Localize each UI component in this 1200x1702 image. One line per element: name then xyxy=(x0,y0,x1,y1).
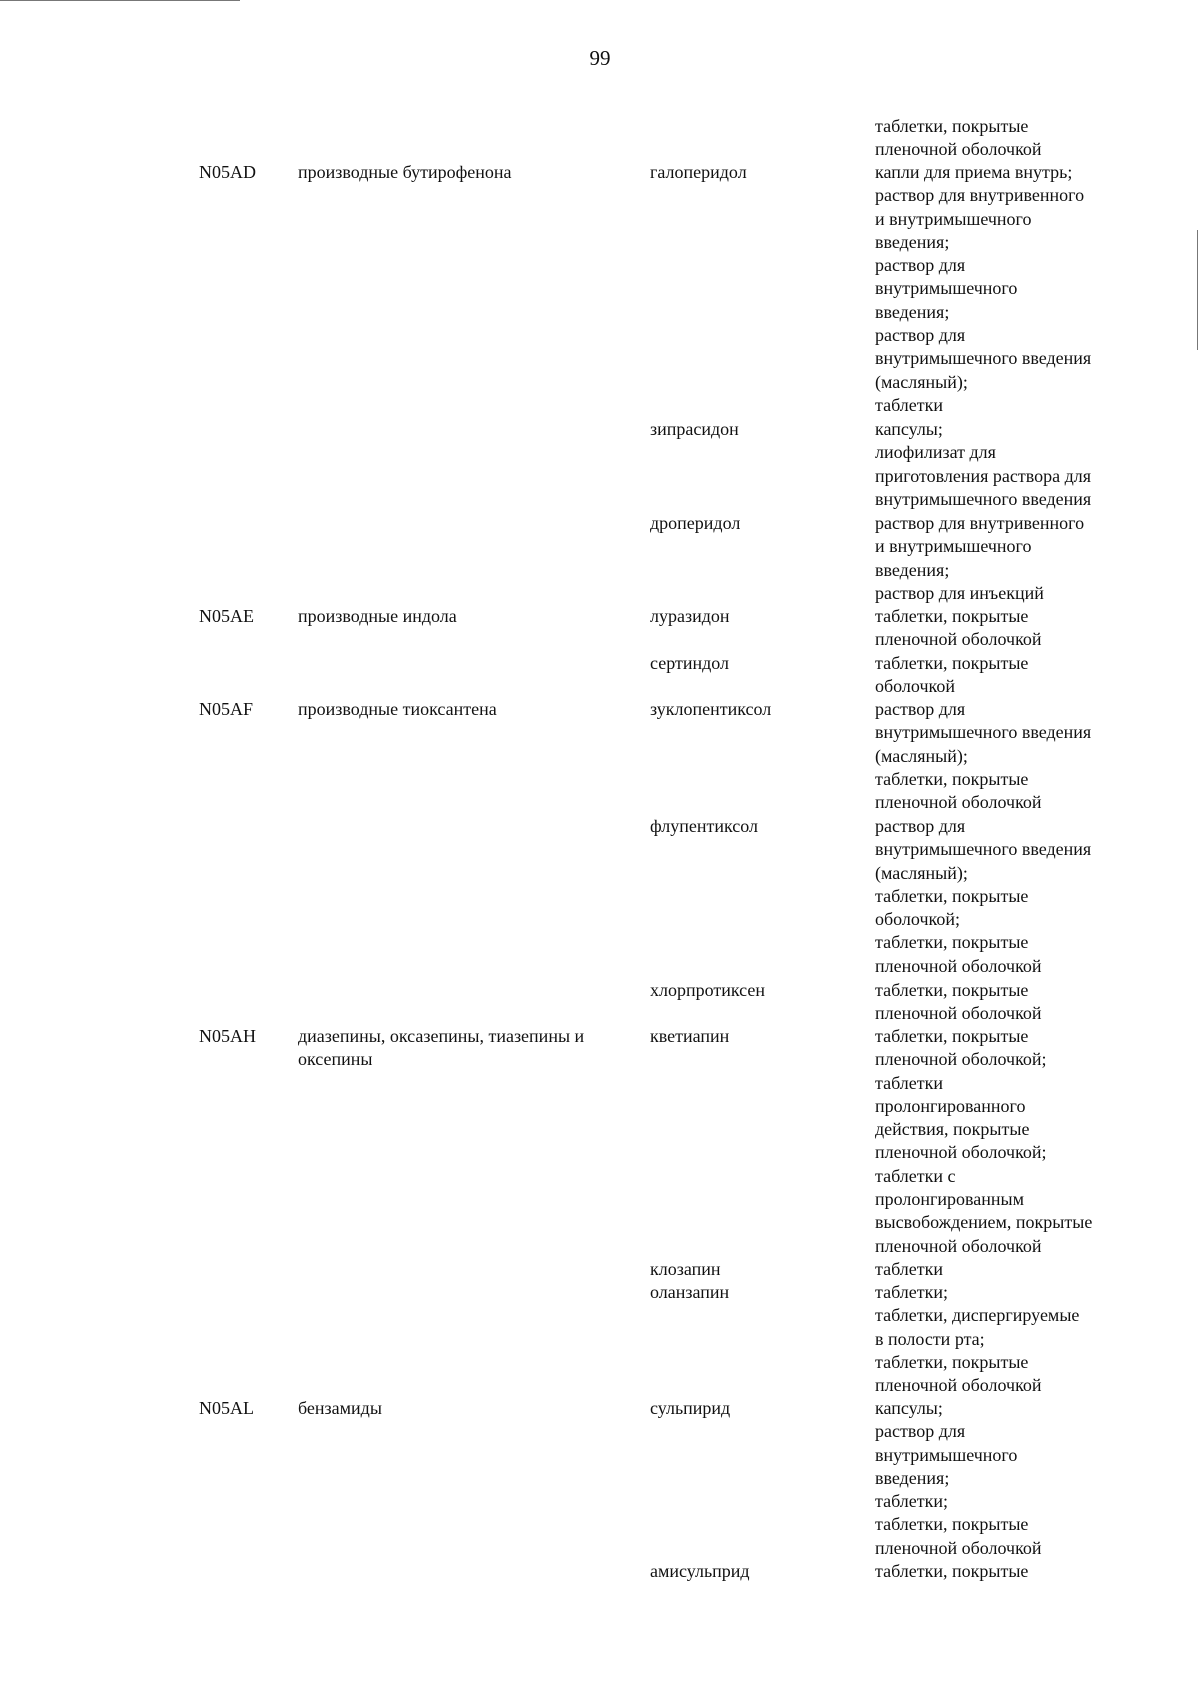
dosage-forms xyxy=(875,605,1145,652)
drug-name: зипрасидон xyxy=(650,419,739,439)
dosage-form-line: пленочной оболочкой xyxy=(875,629,1042,650)
dosage-form-line: (масляный); xyxy=(875,745,968,766)
dosage-form-line: раствор для xyxy=(875,325,966,346)
dosage-form-line: раствор для инъекций xyxy=(875,582,1044,603)
dosage-form-line: раствор для внутривенного xyxy=(875,513,1085,533)
dosage-form-line: таблетки, покрытые xyxy=(875,980,1029,1000)
dosage-form-line: таблетки, покрытые xyxy=(875,1026,1029,1046)
dosage-form-line: раствор для xyxy=(875,699,966,719)
dosage-form-line: внутримышечного введения xyxy=(875,722,1092,743)
drug-name: амисульприд xyxy=(650,1561,750,1581)
page-number: 99 xyxy=(589,46,611,70)
dosage-form-line: пленочной оболочкой xyxy=(875,955,1042,976)
dosage-form-line: пленочной оболочкой xyxy=(875,1537,1042,1558)
atc-code: N05AD xyxy=(199,162,256,182)
atc-code: N05AF xyxy=(199,699,254,719)
dosage-form-line: введения; xyxy=(875,559,950,580)
dosage-form-line: введения; xyxy=(875,231,950,252)
dosage-forms xyxy=(875,161,1145,417)
drug-group: производные бутирофенона xyxy=(298,162,512,182)
dosage-form-line: таблетки, покрытые xyxy=(875,1561,1029,1581)
dosage-form-line: раствор для xyxy=(875,255,966,276)
dosage-form-line: таблетки с xyxy=(875,1165,956,1186)
dosage-form-line: введения; xyxy=(875,1467,950,1488)
dosage-forms xyxy=(875,1025,1145,1258)
drug-group: производные тиоксантена xyxy=(298,699,497,719)
dosage-form-line: пленочной оболочкой xyxy=(875,792,1042,813)
dosage-form-line: таблетки, покрытые xyxy=(875,116,1029,136)
dosage-form-line: таблетки, покрытые xyxy=(875,653,1029,673)
dosage-forms xyxy=(875,652,1145,699)
dosage-form-line: и внутримышечного xyxy=(875,208,1032,229)
drug-name: хлорпротиксен xyxy=(650,980,766,1000)
drug-name: флупентиксол xyxy=(650,816,758,836)
dosage-form-line: капли для приема внутрь; xyxy=(875,162,1073,182)
dosage-form-line: таблетки xyxy=(875,394,944,415)
drug-name: зуклопентиксол xyxy=(650,699,772,719)
dosage-form-line: оболочкой; xyxy=(875,909,960,930)
dosage-form-line: (масляный); xyxy=(875,862,968,883)
drug-name: кветиапин xyxy=(650,1026,730,1046)
drug-name: клозапин xyxy=(650,1259,721,1279)
dosage-form-line: внутримышечного введения xyxy=(875,488,1092,509)
dosage-form-line: в полости рта; xyxy=(875,1328,985,1349)
dosage-form-line: (масляный); xyxy=(875,371,968,392)
dosage-form-line: пленочной оболочкой xyxy=(875,1235,1042,1256)
drug-group: производные индола xyxy=(298,606,457,626)
scan-edge-line xyxy=(1197,230,1198,350)
drug-name: сертиндол xyxy=(650,653,729,673)
dosage-form-line: раствор для внутривенного xyxy=(875,185,1085,206)
dosage-forms xyxy=(875,1281,1145,1397)
dosage-form-line: пленочной оболочкой xyxy=(875,1003,1042,1024)
dosage-form-line: таблетки, покрытые xyxy=(875,768,1029,789)
dosage-forms xyxy=(875,512,1145,605)
dosage-form-line: пленочной оболочкой xyxy=(875,1375,1042,1396)
dosage-form-line: таблетки; xyxy=(875,1491,949,1512)
dosage-form-line: таблетки, покрытые xyxy=(875,932,1029,953)
dosage-form-line: таблетки, покрытые xyxy=(875,1514,1029,1535)
drug-group: бензамиды xyxy=(298,1398,382,1418)
dosage-form-line: пролонгированным xyxy=(875,1189,1025,1210)
dosage-forms xyxy=(875,815,1145,978)
dosage-forms xyxy=(875,698,1145,814)
drug-name: луразидон xyxy=(650,606,730,626)
dosage-form-line: внутримышечного xyxy=(875,278,1018,299)
drug-name: галоперидол xyxy=(650,162,747,182)
drug-name: дроперидол xyxy=(650,513,741,533)
dosage-forms xyxy=(875,115,1145,162)
drug-name: оланзапин xyxy=(650,1282,730,1302)
dosage-form-line: таблетки, покрытые xyxy=(875,606,1029,626)
dosage-form-line: внутримышечного xyxy=(875,1444,1018,1465)
dosage-form-line: действия, покрытые xyxy=(875,1119,1030,1140)
dosage-form-line: таблетки; xyxy=(875,1282,949,1302)
dosage-form-line: раствор для xyxy=(875,816,966,836)
atc-code: N05AH xyxy=(199,1026,256,1046)
dosage-form-line: оболочкой xyxy=(875,676,955,697)
dosage-form-line: пролонгированного xyxy=(875,1095,1026,1116)
dosage-form-line: пленочной оболочкой; xyxy=(875,1142,1047,1163)
dosage-form-line: высвобождением, покрытые xyxy=(875,1212,1093,1233)
dosage-form-line: и внутримышечного xyxy=(875,536,1032,557)
dosage-form-line: внутримышечного введения xyxy=(875,839,1092,860)
dosage-form-line: приготовления раствора для xyxy=(875,465,1091,486)
dosage-forms xyxy=(875,1397,1145,1560)
dosage-form-line: таблетки, диспергируемые xyxy=(875,1305,1080,1326)
dosage-form-line: таблетки, покрытые xyxy=(875,1351,1029,1372)
drug-name: сульпирид xyxy=(650,1398,731,1418)
dosage-form-line: таблетки xyxy=(875,1259,944,1279)
dosage-form-line: раствор для xyxy=(875,1421,966,1442)
dosage-forms xyxy=(875,418,1145,511)
dosage-forms xyxy=(875,1258,1145,1281)
atc-code: N05AL xyxy=(199,1398,254,1418)
dosage-form-line: таблетки, покрытые xyxy=(875,885,1029,906)
drug-group: диазепины, оксазепины, тиазепины и оксепины xyxy=(298,1026,585,1070)
dosage-form-line: внутримышечного введения xyxy=(875,348,1092,369)
dosage-forms xyxy=(875,979,1145,1026)
scan-edge-line xyxy=(0,0,240,1)
dosage-form-line: лиофилизат для xyxy=(875,442,996,463)
dosage-form-line: введения; xyxy=(875,301,950,322)
dosage-form-line: пленочной оболочкой xyxy=(875,139,1042,160)
dosage-form-line: таблетки xyxy=(875,1072,944,1093)
atc-code: N05AE xyxy=(199,606,254,626)
dosage-form-line: капсулы; xyxy=(875,1398,943,1418)
dosage-form-line: капсулы; xyxy=(875,419,943,439)
dosage-form-line: пленочной оболочкой; xyxy=(875,1049,1047,1070)
dosage-forms xyxy=(875,1560,1145,1583)
